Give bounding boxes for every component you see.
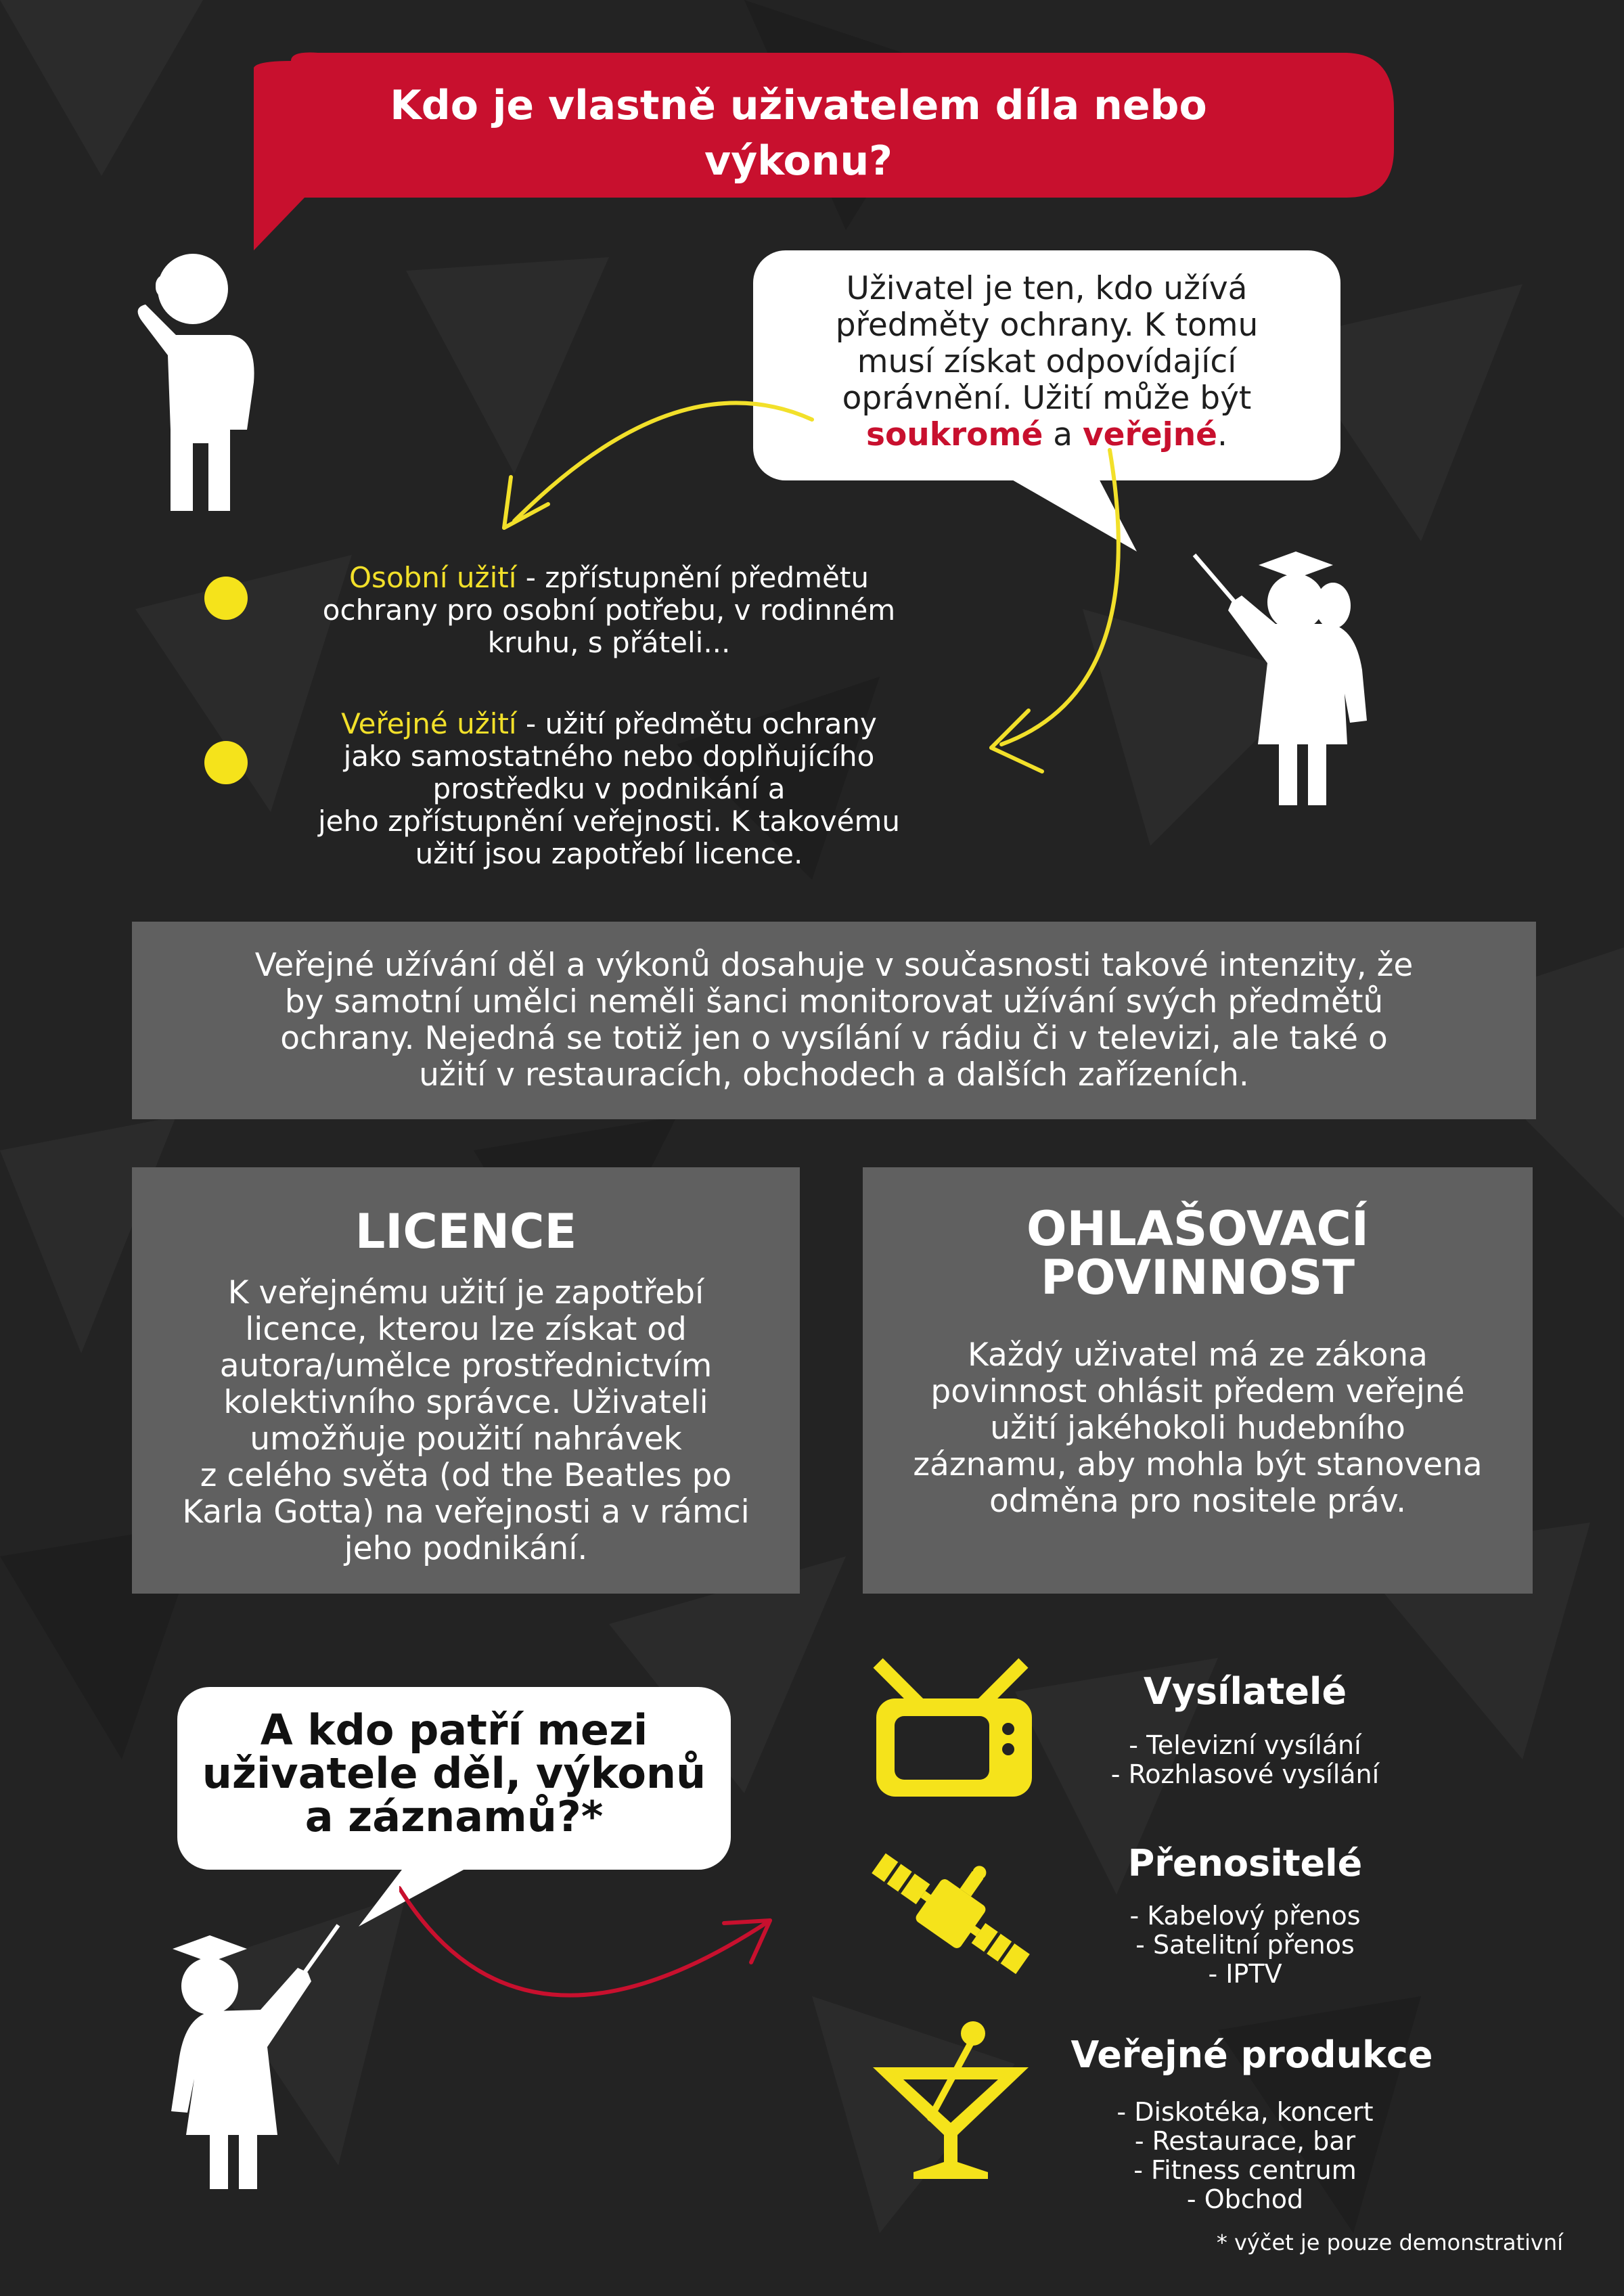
thinking-person-icon — [129, 247, 264, 518]
licence-line: umožňuje použití nahrávek — [250, 1420, 682, 1458]
personal-use-line: ochrany pro osobní potřebu, v rodinném — [322, 593, 896, 627]
title-line-1: Kdo je vlastně uživatelem díla nebo — [390, 82, 1207, 129]
public-use-line: jeho zpřístupnění veřejnosti. K takovému — [318, 805, 900, 838]
intro-line: předměty ochrany. K tomu — [835, 307, 1259, 344]
info-line: ochrany. Nejedná se totiž jen o vysílání v rádiu či v televizi, ale také o — [280, 1020, 1388, 1057]
bullet-public — [204, 741, 248, 784]
licence-line: z celého světa (od the Beatles po — [200, 1457, 732, 1494]
and-word: a — [1043, 416, 1083, 453]
footnote: * výčet je pouze demonstrativní — [1216, 2230, 1563, 2255]
licence-line: Karla Gotta) na veřejnosti a v rámci — [182, 1493, 750, 1531]
public-use-label: Veřejné užití — [341, 707, 517, 740]
intro-line: Uživatel je ten, kdo užívá — [846, 270, 1248, 307]
category-list-broadcasters — [1042, 1731, 1448, 1789]
public-use-first-line — [271, 708, 947, 740]
category-item: - Televizní vysílání — [1129, 1730, 1361, 1760]
personal-use-label: Osobní užití — [349, 561, 517, 594]
question-line: A kdo patří mezi — [260, 1705, 648, 1755]
licence-line: jeho podnikání. — [344, 1530, 588, 1567]
teacher-girl-2-icon — [145, 1922, 348, 2192]
reporting-box — [863, 1167, 1533, 1594]
title-line-2: výkonu? — [704, 137, 893, 185]
info-box — [132, 922, 1536, 1119]
info-line: užití v restauracích, obchodech a dalších zařízeních. — [419, 1056, 1249, 1094]
public-use-word: veřejné — [1083, 416, 1218, 453]
period: . — [1217, 416, 1227, 453]
red-arrow — [399, 1881, 778, 2044]
intro-line: musí získat odpovídající — [857, 343, 1237, 380]
reporting-text — [863, 1337, 1533, 1520]
teacher-girl-icon — [1188, 548, 1391, 812]
bullet-personal — [204, 577, 248, 620]
cocktail-icon — [873, 2020, 1029, 2182]
page-title — [311, 78, 1286, 189]
category-item: - Restaurace, bar — [1134, 2126, 1356, 2156]
reporting-title-line: POVINNOST — [1041, 1250, 1355, 1305]
category-item: - IPTV — [1208, 1959, 1282, 1989]
category-title-transmitters: Přenositelé — [1127, 1842, 1363, 1885]
reporting-title-line: OHLAŠOVACÍ — [1027, 1201, 1369, 1257]
public-use-line: užití jsou zapotřebí licence. — [415, 837, 803, 870]
question-line: a záznamů?* — [304, 1792, 604, 1841]
satellite-icon — [870, 1839, 1032, 1988]
question-line: uživatele děl, výkonů — [202, 1749, 706, 1798]
intro-line: oprávnění. Užití může být — [842, 380, 1252, 417]
licence-line: licence, kterou lze získat od — [245, 1311, 687, 1348]
public-use-text — [271, 708, 947, 870]
question-text — [177, 1705, 731, 1841]
category-item: - Obchod — [1186, 2184, 1304, 2214]
tv-icon — [873, 1651, 1035, 1800]
info-line: Veřejné užívání děl a výkonů dosahuje v současnosti takové intenzity, že — [254, 947, 1414, 984]
category-title-public-productions: Veřejné produkce — [1070, 2033, 1433, 2076]
category-item: - Diskotéka, koncert — [1116, 2097, 1374, 2127]
licence-text — [132, 1275, 800, 1567]
reporting-line: záznamu, aby mohla být stanovena — [913, 1446, 1483, 1483]
licence-line: K veřejnému užití je zapotřebí — [227, 1274, 704, 1311]
licence-line: autora/umělce prostřednictvím — [219, 1347, 713, 1385]
category-item: - Fitness centrum — [1133, 2155, 1357, 2185]
public-use-line: prostředku v podnikání a — [432, 772, 786, 805]
category-item: - Satelitní přenos — [1135, 1930, 1355, 1960]
personal-use-first-line — [271, 562, 947, 594]
category-list-public-productions — [1042, 2098, 1448, 2214]
info-line: by samotní umělci neměli šanci monitorovat užívání svých předmětů — [284, 983, 1384, 1020]
personal-use-text — [271, 562, 947, 659]
personal-use-line: kruhu, s přáteli... — [487, 626, 731, 659]
reporting-line: povinnost ohlásit předem veřejné — [930, 1373, 1465, 1410]
personal-use-rest: - zpřístupnění předmětu — [516, 561, 869, 594]
reporting-line: odměna pro nositele práv. — [989, 1483, 1407, 1520]
category-item: - Kabelový přenos — [1129, 1901, 1361, 1931]
category-item: - Rozhlasové vysílání — [1110, 1759, 1380, 1789]
info-box-text — [132, 947, 1536, 1094]
reporting-line: Každý uživatel má ze zákona — [968, 1336, 1428, 1374]
reporting-title — [863, 1201, 1533, 1305]
category-list-transmitters — [1042, 1901, 1448, 1989]
reporting-line: užití jakéhokoli hudebního — [990, 1410, 1405, 1447]
licence-box — [132, 1167, 800, 1594]
public-use-rest: - užití předmětu ochrany — [516, 707, 877, 740]
right-arrow-curve — [1001, 450, 1119, 744]
private-use-word: soukromé — [866, 416, 1043, 453]
left-arrow-curve — [514, 403, 812, 521]
category-title-broadcasters: Vysílatelé — [1143, 1670, 1347, 1713]
public-use-line: jako samostatného nebo doplňujícího — [343, 740, 875, 773]
licence-title: LICENCE — [355, 1204, 577, 1259]
licence-line: kolektivního správce. Uživateli — [223, 1384, 708, 1421]
